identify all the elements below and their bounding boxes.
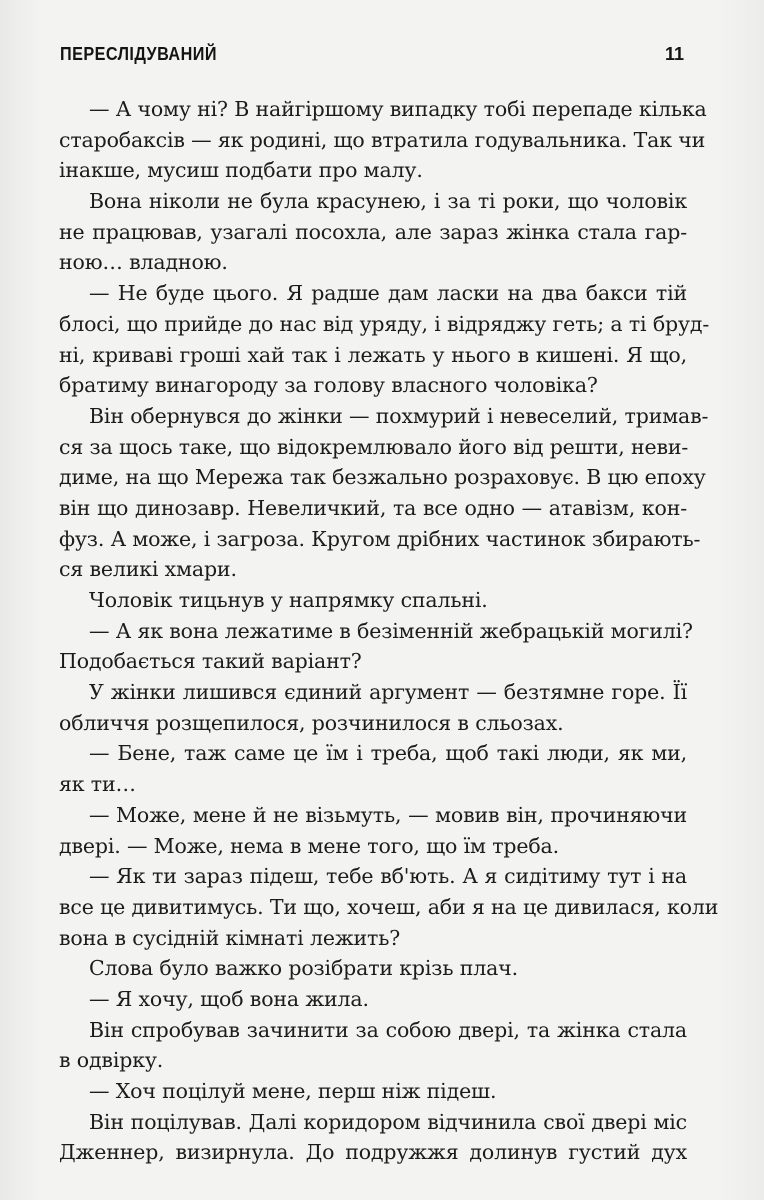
paragraph <box>59 186 687 278</box>
text-line: ся великі хмари. <box>59 557 237 582</box>
text-line: — Може, мене й не візьмуть, — мовив він, прочиняючи <box>89 802 687 827</box>
paragraph <box>59 984 687 1015</box>
text-line: як ти… <box>59 772 136 797</box>
text-line: в одвірку. <box>59 1048 164 1073</box>
text-line: Він поцілував. Далі коридором відчинила свої двері міс <box>89 1109 687 1134</box>
paragraph <box>59 616 693 677</box>
page-header <box>60 44 684 76</box>
text-line: ні, криваві гроші хай так і лежать у нього в кишені. Я що, <box>59 342 687 367</box>
text-line: інакше, мусиш подбати про малу. <box>59 158 423 183</box>
paragraph <box>59 278 710 401</box>
paragraph <box>59 1107 687 1168</box>
text-line: Слова було важко розібрати крізь плач. <box>89 956 518 981</box>
text-line: Вона ніколи не була красунею, і за ті роки, що чоловік <box>89 189 687 214</box>
text-line: — Не буде цього. Я радше дам ласки на два бакси тій <box>89 281 687 306</box>
text-line: все це дивитимусь. Ти що, хочеш, аби я на це дивилася, коли <box>59 894 719 919</box>
text-line: — Хоч поцілуй мене, перш ніж підеш. <box>89 1079 497 1103</box>
text-line: ся за щось таке, що відокремлювало його від решти, неви- <box>59 434 689 459</box>
paragraph <box>59 738 687 799</box>
text-line: Подобається такий варіант? <box>59 649 362 674</box>
page-number: 11 <box>664 44 684 64</box>
paragraph <box>59 94 707 186</box>
text-line: — Бене, таж саме це їм і треба, щоб такі люди, як ми, <box>89 741 687 766</box>
text-line: старобаксів — як родині, що втратила годувальника. Так чи <box>59 127 706 152</box>
text-line: У жінки лишився єдиний аргумент — безтямне горе. Її <box>89 680 687 705</box>
paragraph <box>59 677 687 738</box>
text-line: двері. — Може, нема в мене того, що їм треба. <box>59 833 559 858</box>
text-line: диме, на що Мережа так безжально розраховує. В цю епоху <box>59 465 706 490</box>
text-line: Дженнер, визирнула. До подружжя долинув густий дух <box>59 1140 687 1165</box>
text-line: фуз. А може, і загроза. Кругом дрібних частинок збирають- <box>59 526 701 551</box>
paragraph <box>59 401 709 585</box>
text-line: Чоловік тицьнув у напрямку спальні. <box>89 588 488 612</box>
text-line: — Як ти зараз підеш, тебе вб'ють. А я сидітиму тут і на <box>89 864 687 889</box>
paragraph <box>59 1076 687 1107</box>
text-line: братиму винагороду за голову власного чоловіка? <box>59 373 598 398</box>
text-line: він що динозавр. Невеличкий, та все одно — атавізм, кон- <box>59 495 687 520</box>
text-line: вона в сусідній кімнаті лежить? <box>59 925 401 950</box>
text-line: не працював, узагалі посохла, але зараз жінка стала гар- <box>59 219 687 244</box>
paragraph <box>59 585 687 616</box>
text-line: — Я хочу, щоб вона жила. <box>89 986 369 1011</box>
text-line: Він спробував зачинити за собою двері, та жінка стала <box>89 1017 687 1042</box>
body-text <box>59 94 719 1168</box>
text-line: блосі, що прийде до нас від уряду, і відряджу геть; а ті бруд- <box>59 311 710 336</box>
paragraph <box>59 800 687 861</box>
text-line: — А чому ні? В найгіршому випадку тобі перепаде кілька <box>89 97 707 121</box>
text-line: Він обернувся до жінки — похмурий і невеселий, тримав- <box>89 403 709 428</box>
text-line: обличчя розщепилося, розчинилося в сльозах. <box>59 710 564 735</box>
running-title: ПЕРЕСЛІДУВАНИЙ <box>60 44 217 64</box>
paragraph <box>59 953 687 984</box>
paragraph <box>59 861 719 953</box>
paragraph <box>59 1015 687 1076</box>
text-line: ною… владною. <box>59 250 228 275</box>
text-line: — А як вона лежатиме в безіменній жебрацькій могилі? <box>89 618 693 643</box>
